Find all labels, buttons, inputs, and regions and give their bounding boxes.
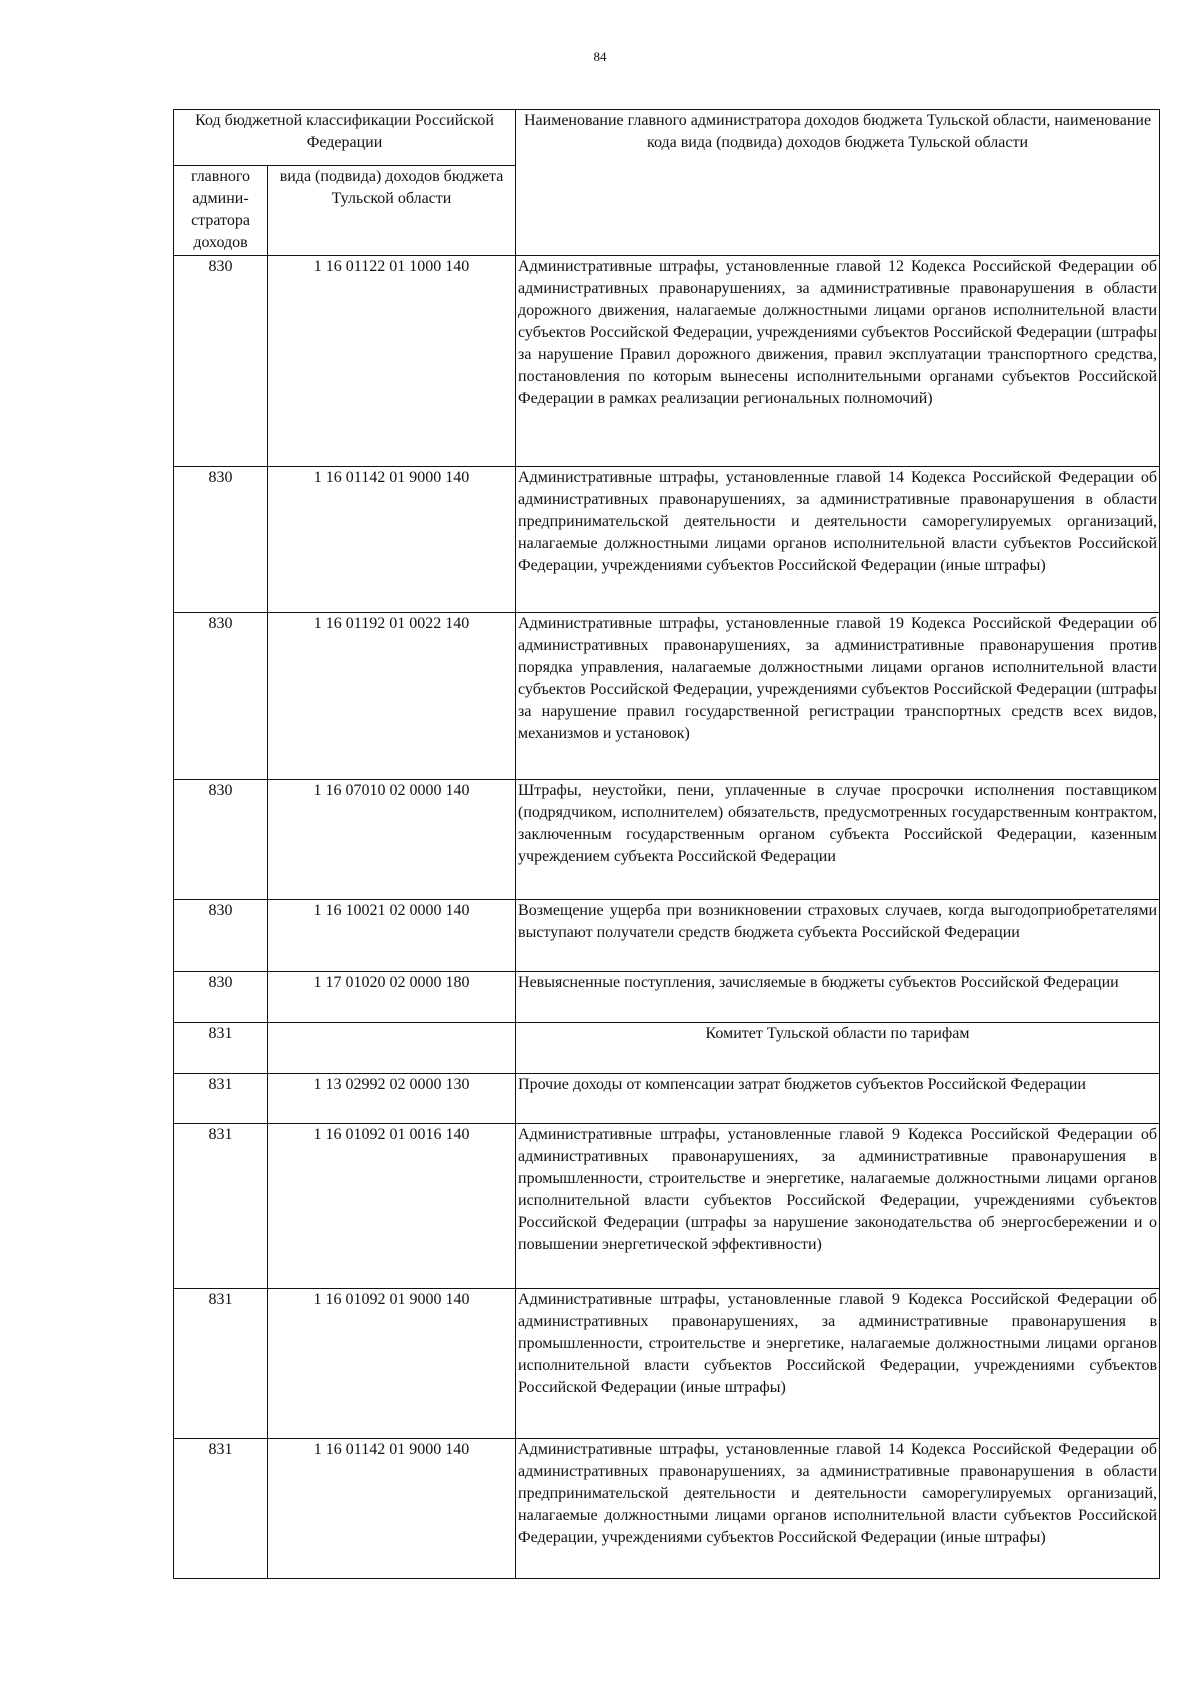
admin-code-cell: 830 [174,613,268,780]
admin-code-cell: 830 [174,780,268,900]
description-cell: Невыясненные поступления, зачисляемые в бюджеты субъектов Российской Федерации [516,972,1160,1023]
admin-code-cell: 830 [174,900,268,972]
table-row [174,1074,1160,1124]
admin-column-header: главного админи-стратора доходов [174,166,268,256]
admin-code-cell: 831 [174,1074,268,1124]
income-code-cell: 1 16 01142 01 9000 140 [268,467,516,613]
income-code-cell: 1 16 01192 01 0022 140 [268,613,516,780]
page-number: 84 [593,49,607,64]
description-cell: Административные штрафы, установленные главой 12 Кодекса Российской Федерации об административных правонарушениях, за административные правонарушения в области дорожного движения, налагаемые должностными лицами органов исполнительной власти субъектов Российской Федерации, учреждениями субъектов Российской Федерации (штрафы за нарушение Правил дорожного движения, правил эксплуатации транспортного средства, постановления по которым вынесены исполнительными органами субъектов Российской Федерации в рамках реализации региональных полномочий) [516,256,1160,467]
income-code-cell: 1 17 01020 02 0000 180 [268,972,516,1023]
income-code-cell: 1 16 07010 02 0000 140 [268,780,516,900]
administrator-name-cell: Комитет Тульской области по тарифам [516,1023,1160,1074]
admin-code-cell: 830 [174,972,268,1023]
description-cell: Штрафы, неустойки, пени, уплаченные в случае просрочки исполнения поставщиком (подрядчиком, исполнителем) обязательств, предусмотренных государственным контрактом, заключенным государственным органом субъекта Российской Федерации, казенным учреждением субъекта Российской Федерации [516,780,1160,900]
income-code-cell: 1 16 01092 01 0016 140 [268,1124,516,1289]
income-code-cell: 1 13 02992 02 0000 130 [268,1074,516,1124]
income-code-cell: 1 16 10021 02 0000 140 [268,900,516,972]
table-row [174,900,1160,972]
table-row [174,1124,1160,1289]
description-cell: Административные штрафы, установленные главой 19 Кодекса Российской Федерации об административных правонарушениях, за административные правонарушения против порядка управления, налагаемые должностными лицами органов исполнительной власти субъектов Российской Федерации, учреждениями субъектов Российской Федерации (штрафы за нарушение правил государственной регистрации транспортных средств всех видов, механизмов и установок) [516,613,1160,780]
description-cell: Административные штрафы, установленные главой 9 Кодекса Российской Федерации об административных правонарушениях, за административные правонарушения в промышленности, строительстве и энергетике, налагаемые должностными лицами органов исполнительной власти субъектов Российской Федерации, учреждениями субъектов Российской Федерации (иные штрафы) [516,1289,1160,1439]
kbk-group-header: Код бюджетной классификации Российской Федерации [174,110,516,166]
table-row [174,1023,1160,1074]
table-row [174,780,1160,900]
admin-code-cell: 830 [174,256,268,467]
description-cell: Возмещение ущерба при возникновении страховых случаев, когда выгодоприобретателями выступают получатели средств бюджета субъекта Российской Федерации [516,900,1160,972]
income-code-cell: 1 16 01122 01 1000 140 [268,256,516,467]
table-row [174,1289,1160,1439]
table-row [174,1439,1160,1579]
admin-code-cell: 831 [174,1439,268,1579]
admin-code-cell: 831 [174,1023,268,1074]
admin-code-cell: 830 [174,467,268,613]
table-row [174,613,1160,780]
income-code-cell: 1 16 01142 01 9000 140 [268,1439,516,1579]
admin-code-cell: 831 [174,1289,268,1439]
table-header [174,110,1160,256]
name-column-header: Наименование главного администратора доходов бюджета Тульской области, наименование кода вида (подвида) доходов бюджета Тульской области [516,110,1160,256]
admin-code-cell: 831 [174,1124,268,1289]
description-cell: Административные штрафы, установленные главой 14 Кодекса Российской Федерации об административных правонарушениях, за административные правонарушения в области предпринимательской деятельности и деятельности саморегулируемых организаций, налагаемые должностными лицами органов исполнительной власти субъектов Российской Федерации, учреждениями субъектов Российской Федерации (иные штрафы) [516,1439,1160,1579]
description-cell: Административные штрафы, установленные главой 14 Кодекса Российской Федерации об административных правонарушениях, за административные правонарушения в области предпринимательской деятельности и деятельности саморегулируемых организаций, налагаемые должностными лицами органов исполнительной власти субъектов Российской Федерации, учреждениями субъектов Российской Федерации (иные штрафы) [516,467,1160,613]
description-cell: Прочие доходы от компенсации затрат бюджетов субъектов Российской Федерации [516,1074,1160,1124]
budget-classification-table [173,109,1160,1579]
income-code-column-header: вида (подвида) доходов бюджета Тульской области [268,166,516,256]
income-code-cell: 1 16 01092 01 9000 140 [268,1289,516,1439]
table-row [174,972,1160,1023]
table-row [174,467,1160,613]
income-code-cell [268,1023,516,1074]
table-row [174,256,1160,467]
description-cell: Административные штрафы, установленные главой 9 Кодекса Российской Федерации об административных правонарушениях, за административные правонарушения в промышленности, строительстве и энергетике, налагаемые должностными лицами органов исполнительной власти субъектов Российской Федерации, учреждениями субъектов Российской Федерации (штрафы за нарушение законодательства об энергосбережении и о повышении энергетической эффективности) [516,1124,1160,1289]
